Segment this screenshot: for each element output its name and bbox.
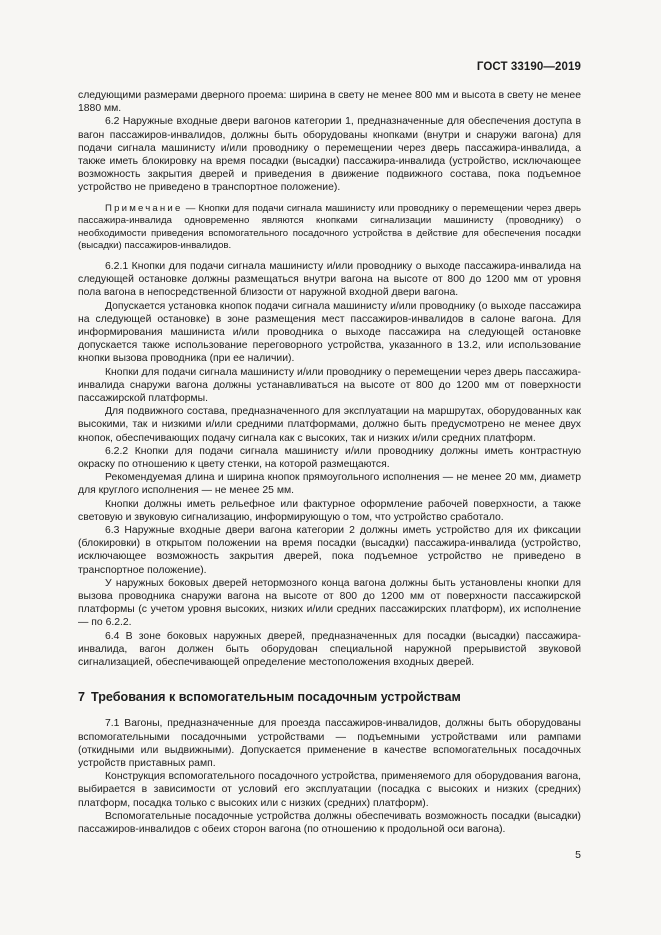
standard-header: ГОСТ 33190—2019 bbox=[476, 61, 581, 73]
paragraph: Кнопки для подачи сигнала машинисту и/или проводнику о перемещении через дверь пассажира-инвалида снаружи вагона должны устанавливаться на высоте от 800 до 1200 мм от поверхности пассажирской платформы. bbox=[78, 366, 581, 405]
paragraph: Конструкция вспомогательного посадочного устройства, применяемого для оборудования вагона, выбирается в зависимости от условий его эксплуатации (посадка с высоких и низких (средних) платформ, посадка только с высоких или с низких (средних) платформ). bbox=[78, 771, 581, 809]
paragraph: следующими размерами дверного проема: ширина в свету не менее 800 мм и высота в свету не менее 1880 мм. bbox=[78, 90, 581, 115]
note bbox=[78, 203, 581, 253]
paragraph: 6.3 Наружные входные двери вагона категории 2 должны иметь устройство для их фиксации (блокировки) в открытом положении на время посадки (высадки) пассажира-инвалида (устройство, исключающее возможность закрытия дверей, пока подъемное устройство не приведено в транспортное положение). bbox=[78, 525, 581, 576]
paragraph: Рекомендуемая длина и ширина кнопок прямоугольного исполнения — не менее 20 мм, диаметр для круглого исполнения — не менее 25 мм. bbox=[78, 472, 581, 497]
paragraph: 7.1 Вагоны, предназначенные для проезда пассажиров-инвалидов, должны быть оборудованы вспомогательными посадочными устройствами — подъемными устройствами или рампами (откидными или выдвижными). Допускается применение в качестве вспомогательных посадочных устройств приставных рамп. bbox=[78, 718, 581, 769]
paragraph: Вспомогательные посадочные устройства должны обеспечивать возможность посадки (высадки) пассажиров-инвалидов с обеих сторон вагона (по отношению к продольной оси вагона). bbox=[78, 810, 581, 835]
note-label: Примечание bbox=[105, 202, 183, 214]
paragraph: Для подвижного состава, предназначенного для эксплуатации на маршрутах, оборудованных как высокими, так и низкими и/или средними платформами, должно быть предусмотрено не менее двух кнопок, обеспечивающих подачу сигнала как с высоких, так и низких и/или средних платформ. bbox=[78, 406, 581, 444]
paragraph: 6.4 В зоне боковых наружных дверей, предназначенных для посадки (высадки) пассажира-инвалида, вагон должен быть оборудован специальной наружной прерывистой звуковой сигнализацией, обеспечивающей определение местоположения входных дверей. bbox=[78, 630, 581, 669]
section-heading bbox=[78, 689, 581, 705]
paragraph: Допускается установка кнопок подачи сигнала машинисту и/или проводнику (о выходе пассажира на следующей остановке) в зоне размещения мест пассажиров-инвалидов в салоне вагона. Для информирования машиниста и/или проводника о выходе пассажира на следующей остановке допускается также использование переговорного устройства, указанного в 13.2, или использование кнопки вызова проводника (при ее наличии). bbox=[78, 300, 581, 365]
note-text: — Кнопки для подачи сигнала машинисту или проводнику о перемещении через дверь пассажира-инвалида одновременно являются кнопками сигнализации машинисту (проводнику) о необходимости приведения вспомогательного посадочного устройства в действие для обеспечения посадки (высадки) пассажиров-инвалидов. bbox=[78, 202, 581, 252]
document-body bbox=[78, 89, 581, 836]
paragraph: 6.2 Наружные входные двери вагонов категории 1, предназначенные для обеспечения доступа в вагон пассажиров-инвалидов, должны быть оборудованы кнопками (внутри и снаружи вагона) для подачи сигнала машинисту и/или проводнику о перемещении через дверь пассажира-инвалида, а также иметь блокировку на время посадки (высадки) пассажира-инвалида (устройство, исключающее возможность закрытия дверей и приведения в движение подвижного состава, пока подъемное устройство не приведено в транспортное положение). bbox=[78, 116, 581, 194]
paragraph: Кнопки должны иметь рельефное или фактурное оформление рабочей поверхности, а также световую и звуковую сигнализацию, информирующую о том, что устройство сработало. bbox=[78, 498, 581, 523]
paragraph: У наружных боковых дверей нетормозного конца вагона должны быть установлены кнопки для вызова проводника снаружи вагона на высоте от 800 до 1200 мм от поверхности пассажирской платформы (с учетом уровня высоких, низких и/или средних пассажирских платформ), их исполнение — по 6.2.2. bbox=[78, 577, 581, 629]
paragraph: 6.2.2 Кнопки для подачи сигнала машинисту и/или проводнику должны иметь контрастную окраску по отношению к цвету стенки, на которой размещаются. bbox=[78, 445, 581, 471]
page-number: 5 bbox=[575, 849, 581, 861]
section-number: 7 bbox=[78, 690, 86, 705]
paragraph: 6.2.1 Кнопки для подачи сигнала машинисту и/или проводнику о выходе пассажира-инвалида на следующей остановке должны размещаться внутри вагона на высоте от 800 до 1200 мм от уровня пола вагона в непосредственной близости от наружной входной двери вагона. bbox=[78, 261, 581, 299]
section-title: Требования к вспомогательным посадочным устройствам bbox=[91, 690, 461, 705]
